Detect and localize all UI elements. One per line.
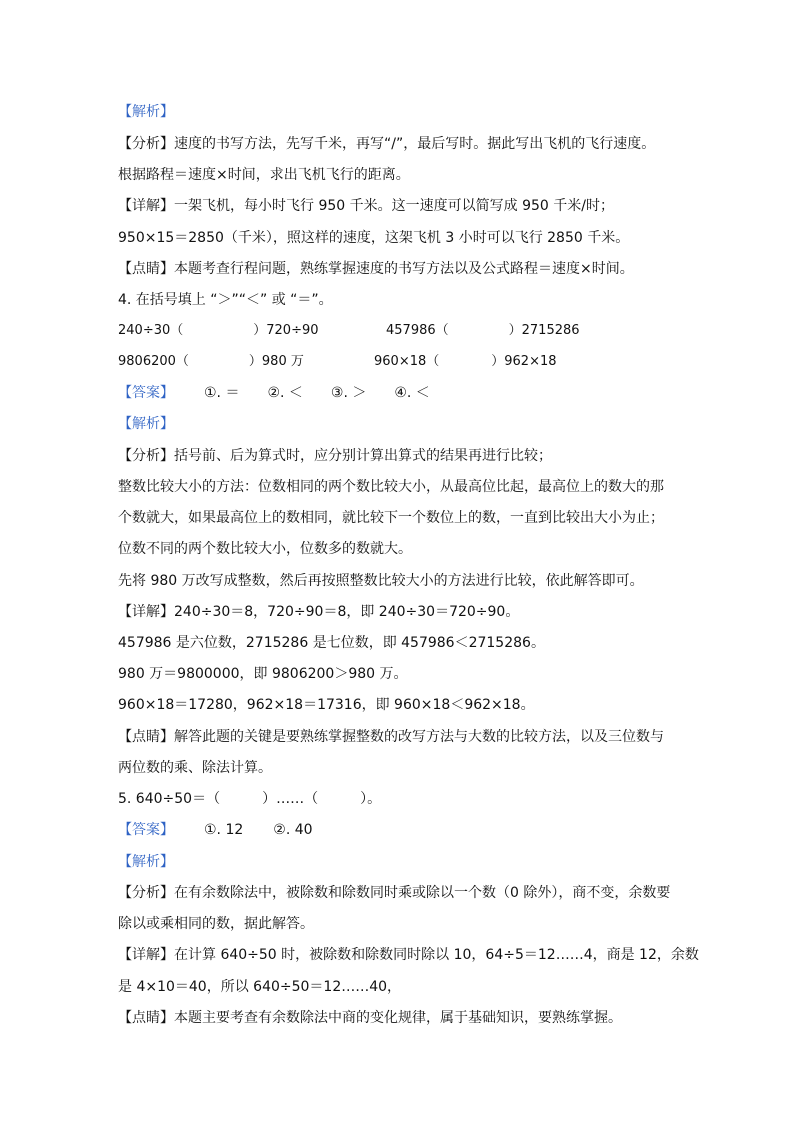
answer-tag: 【答案】 xyxy=(118,385,174,401)
q4-jiexi-heading xyxy=(118,414,174,434)
q5-answer-tag: 【答案】 xyxy=(118,822,174,838)
q4-fenxi-2 xyxy=(118,477,664,497)
question-5-text: 5. 640÷50＝（ ）……（ ）。 xyxy=(118,791,382,807)
q4-fenxi-text-3: 个数就大，如果最高位上的数相同，就比较下一个数位上的数，一直到比较出大小为止； xyxy=(118,510,664,526)
compare-3-right: ）980 万 xyxy=(248,354,304,369)
q4-jiexi-tag: 【解析】 xyxy=(118,416,174,432)
xiangjie-tag: 【详解】 xyxy=(118,198,174,214)
fenxi-continuation xyxy=(118,165,410,185)
q4-dianjing-text-1: 解答此题的关键是要熟练掌握整数的改写方法与大数的比较方法，以及三位数与 xyxy=(174,729,664,745)
answer-1: ①. ＝ xyxy=(204,385,240,401)
compare-3 xyxy=(118,352,304,372)
q5-fenxi-1 xyxy=(118,883,670,903)
compare-1 xyxy=(118,321,319,341)
compare-4-left: 960×18（ xyxy=(374,354,440,369)
q4-xiangjie-text-4: 960×18＝17280，962×18＝17316，即 960×18＜962×18。 xyxy=(118,697,535,713)
q4-fenxi-text-1: 括号前、后为算式时，应分别计算出算式的结果再进行比较； xyxy=(174,448,552,464)
dianjing-paragraph xyxy=(118,259,634,279)
answer-4: ④. ＜ xyxy=(394,385,430,401)
dianjing-tag: 【点睛】 xyxy=(118,261,174,277)
compare-2-left: 457986（ xyxy=(386,323,449,338)
q4-xiangjie-4 xyxy=(118,695,535,715)
q4-fenxi-5 xyxy=(118,571,644,591)
q5-dianjing-text-1: 本题主要考查有余数除法中商的变化规律，属于基础知识，要熟练掌握。 xyxy=(174,1010,622,1026)
answer-2: ②. ＜ xyxy=(267,385,303,401)
q5-dianjing xyxy=(118,1008,622,1028)
xiangjie-text: 一架飞机，每小时飞行 950 千米。这一速度可以简写成 950 千米/时； xyxy=(174,198,614,214)
q5-answer xyxy=(118,820,313,840)
q5-xiangjie-2 xyxy=(118,977,401,997)
fenxi-paragraph xyxy=(118,134,655,154)
q4-xiangjie-3 xyxy=(118,664,408,684)
jiexi-tag: 【解析】 xyxy=(118,104,174,120)
compare-2 xyxy=(386,321,580,341)
q4-xiangjie-tag: 【详解】 xyxy=(118,604,174,620)
q5-fenxi-tag: 【分析】 xyxy=(118,885,174,901)
dianjing-text: 本题考查行程问题，熟练掌握速度的书写方法以及公式路程＝速度×时间。 xyxy=(174,261,634,277)
q5-fenxi-text-1: 在有余数除法中，被除数和除数同时乘或除以一个数（0 除外），商不变，余数要 xyxy=(174,885,671,901)
q4-xiangjie-text-1: 240÷30＝8，720÷90＝8，即 240÷30＝720÷90。 xyxy=(174,604,520,620)
q5-jiexi-tag: 【解析】 xyxy=(118,854,174,870)
answer-3: ③. ＞ xyxy=(330,385,367,401)
q4-fenxi-text-4: 位数不同的两个数比较大小，位数多的数就大。 xyxy=(118,541,412,557)
jiexi-heading xyxy=(118,102,174,122)
q5-xiangjie-text-1: 在计算 640÷50 时，被除数和除数同时除以 10，64÷5＝12……4，商是 12，余数 xyxy=(174,947,699,963)
question-5 xyxy=(118,789,381,809)
fenxi-tag: 【分析】 xyxy=(118,136,174,152)
q4-fenxi-3 xyxy=(118,508,664,528)
q4-xiangjie-1 xyxy=(118,602,519,622)
q5-answer-2: ②. 40 xyxy=(273,822,313,838)
q4-xiangjie-text-2: 457986 是六位数，2715286 是七位数，即 457986＜2715286。 xyxy=(118,635,545,651)
q4-xiangjie-2 xyxy=(118,633,545,653)
q4-dianjing-1 xyxy=(118,727,664,747)
compare-4 xyxy=(374,352,557,372)
q5-xiangjie-text-2: 是 4×10＝40，所以 640÷50＝12……40， xyxy=(118,979,402,995)
compare-2-right: ）2715286 xyxy=(508,323,580,338)
q4-dianjing-text-2: 两位数的乘、除法计算。 xyxy=(118,760,272,776)
compare-4-right: ）962×18 xyxy=(491,354,557,369)
q5-jiexi-heading xyxy=(118,852,174,872)
xiangjie-text-2: 950×15＝2850（千米），照这样的速度，这架飞机 3 小时可以飞行 2850 千米。 xyxy=(118,230,630,246)
question-4-text: 4. 在括号填上 “＞”“＜” 或 “＝”。 xyxy=(118,292,333,308)
fenxi-text: 速度的书写方法，先写千米，再写“/”，最后写时。据此写出飞机的飞行速度。 xyxy=(174,136,656,152)
q4-fenxi-4 xyxy=(118,539,412,559)
xiangjie-paragraph xyxy=(118,196,614,216)
fenxi-text-2: 根据路程＝速度×时间，求出飞机飞行的距离。 xyxy=(118,167,410,183)
xiangjie-continuation xyxy=(118,228,629,248)
compare-1-right: ）720÷90 xyxy=(253,323,319,338)
q5-xiangjie-1 xyxy=(118,945,699,965)
q4-fenxi-1 xyxy=(118,446,552,466)
q4-fenxi-text-2: 整数比较大小的方法：位数相同的两个数比较大小，从最高位比起，最高位上的数大的那 xyxy=(118,479,664,495)
compare-3-left: 9806200（ xyxy=(118,354,189,369)
q4-answer xyxy=(118,383,430,403)
q4-dianjing-tag: 【点睛】 xyxy=(118,729,174,745)
q5-xiangjie-tag: 【详解】 xyxy=(118,947,174,963)
q5-fenxi-2 xyxy=(118,914,314,934)
q4-dianjing-2 xyxy=(118,758,272,778)
q5-dianjing-tag: 【点睛】 xyxy=(118,1010,174,1026)
q4-fenxi-text-5: 先将 980 万改写成整数，然后再按照整数比较大小的方法进行比较，依此解答即可。 xyxy=(118,573,644,589)
q5-fenxi-text-2: 除以或乘相同的数，据此解答。 xyxy=(118,916,314,932)
q5-answer-1: ①. 12 xyxy=(204,822,244,838)
q4-fenxi-tag: 【分析】 xyxy=(118,448,174,464)
compare-1-left: 240÷30（ xyxy=(118,323,184,338)
q4-xiangjie-text-3: 980 万＝9800000，即 9806200＞980 万。 xyxy=(118,666,408,682)
question-4 xyxy=(118,290,333,310)
